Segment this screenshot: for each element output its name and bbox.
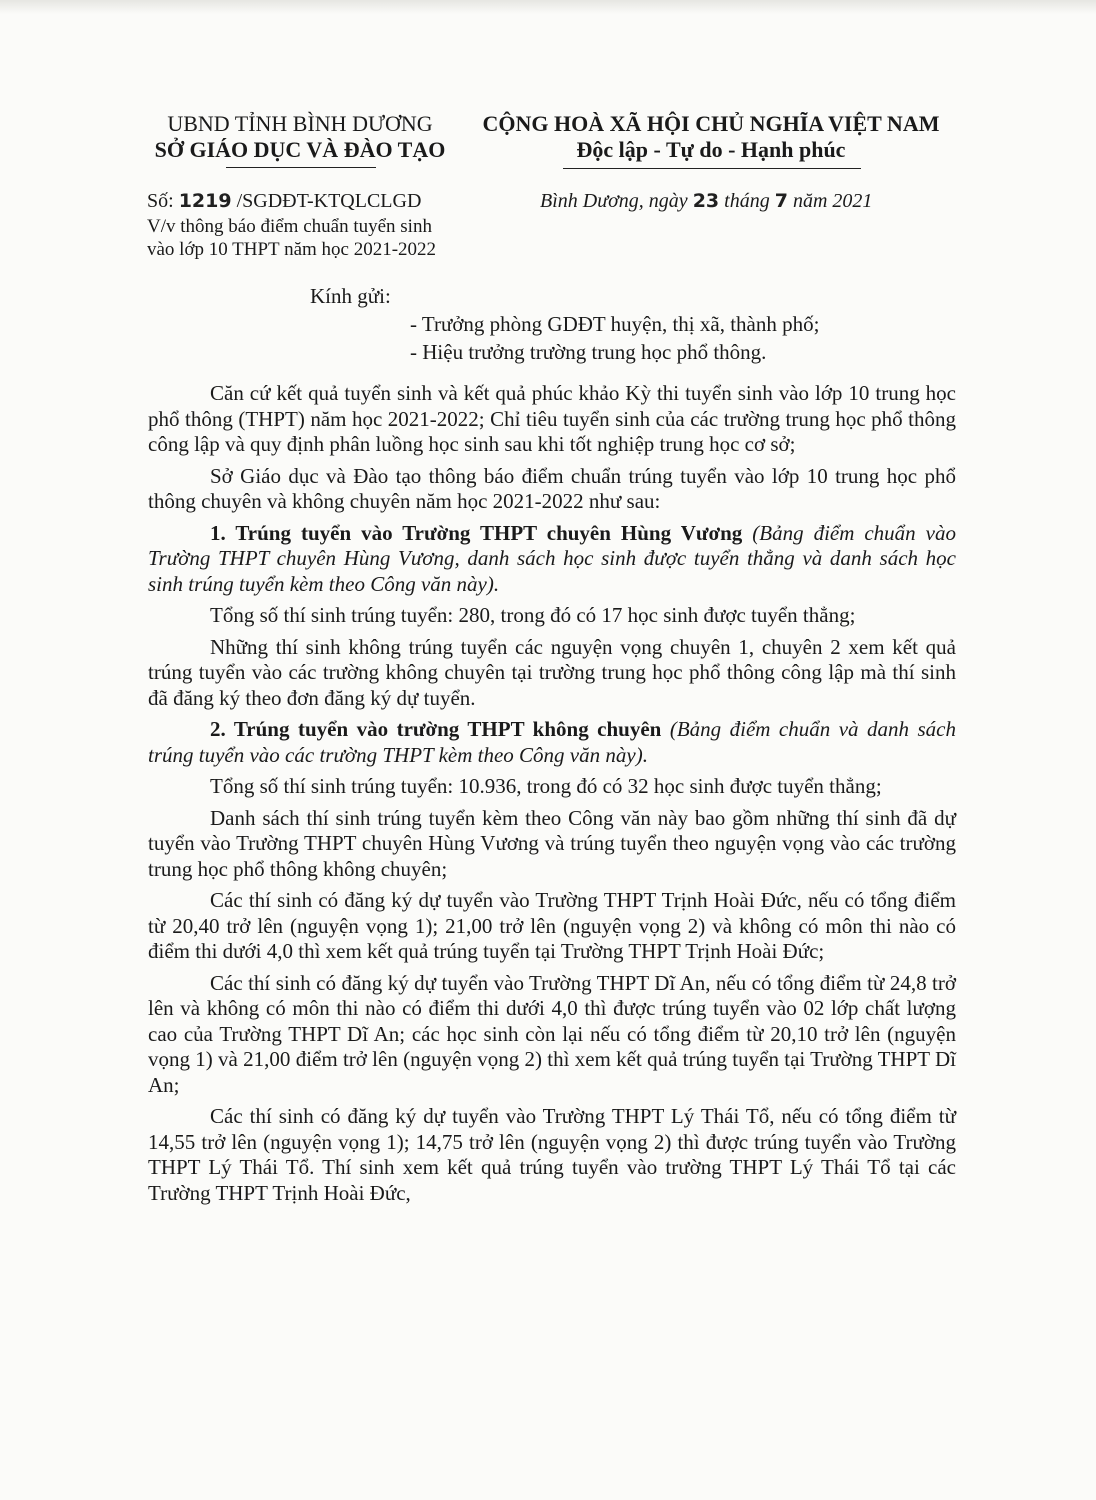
greeting: Kính gửi: [310, 284, 391, 308]
section-2-total: Tổng số thí sinh trúng tuyển: 10.936, trong đó có 32 học sinh được tuyển thẳng; [210, 774, 882, 798]
handwritten-number: 1219 [178, 190, 232, 212]
section-1 [148, 521, 956, 598]
section-2-title: 2. Trúng tuyển vào trường THPT không chuyên [210, 717, 662, 741]
number-prefix: Số: [147, 190, 174, 212]
date-month-label: tháng [724, 190, 770, 212]
issuer-underline [226, 167, 376, 168]
paragraph-announcement: Sở Giáo dục và Đào tạo thông báo điểm chuẩn trúng tuyển vào lớp 10 trung học phổ thông chuyên và không chuyên năm học 2021-2022 như sau: [148, 463, 956, 513]
section-1-total: Tổng số thí sinh trúng tuyển: 280, trong đó có 17 học sinh được tuyển thẳng; [210, 603, 856, 627]
date-place: Bình Dương, ngày [540, 190, 688, 212]
section-1-title: 1. Trúng tuyển vào Trường THPT chuyên Hùng Vương [210, 520, 743, 545]
subject-line-1: V/v thông báo điểm chuẩn tuyển sinh [147, 216, 432, 237]
paragraph-basis: Căn cứ kết quả tuyển sinh và kết quả phúc khảo Kỳ thi tuyển sinh vào lớp 10 trung học phổ thông (THPT) năm học 2021-2022; Chỉ tiêu tuyển sinh của các trường trung học phổ thông công lập và quy định phân luồng học sinh sau khi tốt nghiệp trung học cơ sở; [148, 381, 956, 456]
national-motto: Độc lập - Tự do - Hạnh phúc [576, 137, 846, 162]
section-2-list: Danh sách thí sinh trúng tuyển kèm theo Công văn này bao gồm những thí sinh đã dự tuyển vào Trường THPT chuyên Hùng Vương và trúng tuyển theo nguyện vọng vào các trường trung học phổ thông không chuyên; [148, 805, 956, 881]
recipient-1: - Trưởng phòng GDĐT huyện, thị xã, thành phố; [410, 312, 820, 336]
handwritten-day: 23 [692, 190, 720, 212]
section-2 [148, 717, 956, 768]
issuer-department: SỞ GIÁO DỤC VÀ ĐÀO TẠO [154, 137, 446, 162]
national-title: CỘNG HOÀ XÃ HỘI CHỦ NGHĨA VIỆT NAM [482, 111, 940, 136]
section-2-trinh-hoai-duc: Các thí sinh có đăng ký dự tuyển vào Trường THPT Trịnh Hoài Đức, nếu có tổng điểm từ 20,40 trở lên (nguyện vọng 1); 21,00 trở lên (nguyện vọng 2) và không có môn thi nào có điểm thi dưới 4,0 thì xem kết quả trúng tuyển tại Trường THPT Trịnh Hoài Đức; [148, 888, 956, 963]
motto-underline [563, 168, 861, 169]
document-body [148, 381, 956, 1212]
date-year: năm 2021 [792, 190, 873, 212]
section-2-note: (Bảng điểm chuẩn và danh sách trúng tuyển vào các trường THPT kèm theo Công văn này). [148, 717, 956, 767]
section-1-note: (Bảng điểm chuẩn vào Trường THPT chuyên Hùng Vương, danh sách học sinh được tuyển thẳng và danh sách học sinh trúng tuyển kèm theo Công văn này). [148, 520, 956, 596]
issue-date [540, 188, 872, 214]
section-1-nonadmitted: Những thí sinh không trúng tuyển các nguyện vọng chuyên 1, chuyên 2 xem kết quả trúng tuyển vào các trường không chuyên tại trường trung học phổ thông công lập mà thí sinh đã đăng ký theo đơn đăng ký dự tuyển. [148, 634, 956, 710]
document-number [147, 188, 421, 214]
subject-line-2: vào lớp 10 THPT năm học 2021-2022 [147, 239, 437, 260]
issuer-authority: UBND TỈNH BÌNH DƯƠNG [167, 111, 433, 136]
section-2-ly-thai-to: Các thí sinh có đăng ký dự tuyển vào Trường THPT Lý Thái Tổ, nếu có tổng điểm từ 14,55 trở lên (nguyện vọng 1); 14,75 trở lên (nguyện vọng 2) thì được trúng tuyển vào Trường THPT Lý Thái Tổ. Thí sinh xem kết quả trúng tuyển vào trường THPT Lý Thái Tổ tại các Trường THPT Trịnh Hoài Đức, [148, 1104, 956, 1205]
recipient-2: - Hiệu trưởng trường trung học phổ thông. [410, 340, 767, 364]
handwritten-month: 7 [774, 190, 788, 212]
section-2-di-an: Các thí sinh có đăng ký dự tuyển vào Trường THPT Dĩ An, nếu có tổng điểm từ 24,8 trở lên và không có môn thi nào có điểm thi dưới 4,0 thì được trúng tuyển vào 02 lớp chất lượng cao của Trường THPT Dĩ An; các học sinh còn lại nếu có tổng điểm từ 20,10 trở lên (nguyện vọng 1) và 21,00 điểm trở lên (nguyện vọng 2) thì xem kết quả trúng tuyển tại Trường THPT Dĩ An; [148, 970, 956, 1097]
scan-edge [0, 0, 1096, 14]
number-suffix: /SGDĐT-KTQLCLGD [236, 190, 422, 212]
